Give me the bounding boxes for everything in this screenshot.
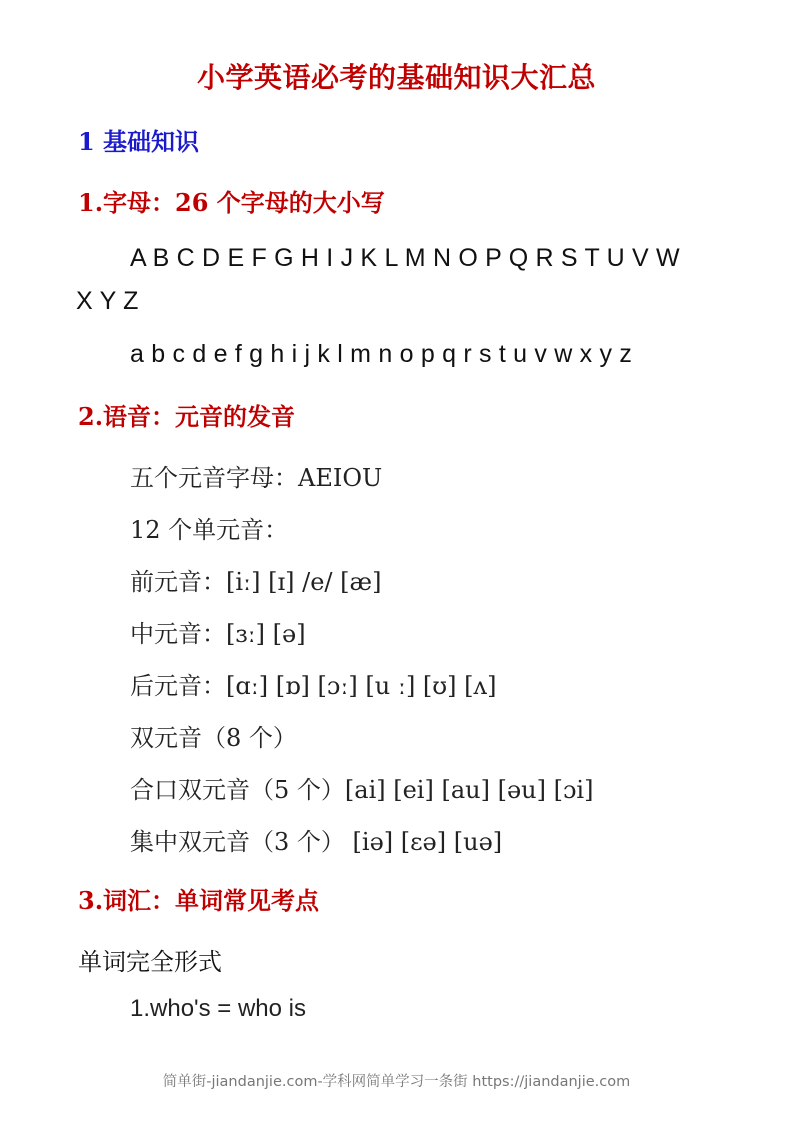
full-form-item-1: 1.who's = who is <box>130 995 307 1022</box>
back-vowels-text: 后元音：[ɑː] [ɒ] [ɔː] [u ː] [ʊ] [ʌ] <box>130 672 497 700</box>
centering-diphthongs-text: 集中双元音（3 个） [iə] [εə] [uə] <box>130 828 503 856</box>
section-heading-basics: 1 基础知识 <box>78 127 200 156</box>
subheading-vocabulary: 3.词汇：单词常见考点 <box>78 886 320 915</box>
closing-diphthongs-text: 合口双元音（5 个）[ai] [ei] [au] [əu] [ɔi] <box>130 776 594 804</box>
uppercase-letters-line2: X Y Z <box>76 287 139 315</box>
monophthong-count-text: 12 个单元音： <box>130 516 289 544</box>
diphthong-count-text: 双元音（8 个） <box>130 724 297 752</box>
central-vowels-text: 中元音：[ɜː] [ə] <box>130 620 306 648</box>
uppercase-letters-line1: A B C D E F G H I J K L M N O P Q R S T U V W <box>130 244 680 272</box>
page-title: 小学英语必考的基础知识大汇总 <box>196 61 596 94</box>
full-forms-heading: 单词完全形式 <box>78 948 222 976</box>
lowercase-letters: a b c d e f g h i j k l m n o p q r s t u v w x y z <box>130 340 633 368</box>
subheading-alphabet: 1.字母：26 个字母的大小写 <box>78 188 385 217</box>
front-vowels-text: 前元音：[iː] [ɪ] /e/ [æ] <box>130 568 382 596</box>
subheading-phonetics: 2.语音：元音的发音 <box>78 402 296 431</box>
vowel-letters-text: 五个元音字母：AEIOU <box>130 464 383 492</box>
page-footer: 简单街-jiandanjie.com-学科网简单学习一条街 https://jiandanjie.com <box>162 1074 631 1090</box>
